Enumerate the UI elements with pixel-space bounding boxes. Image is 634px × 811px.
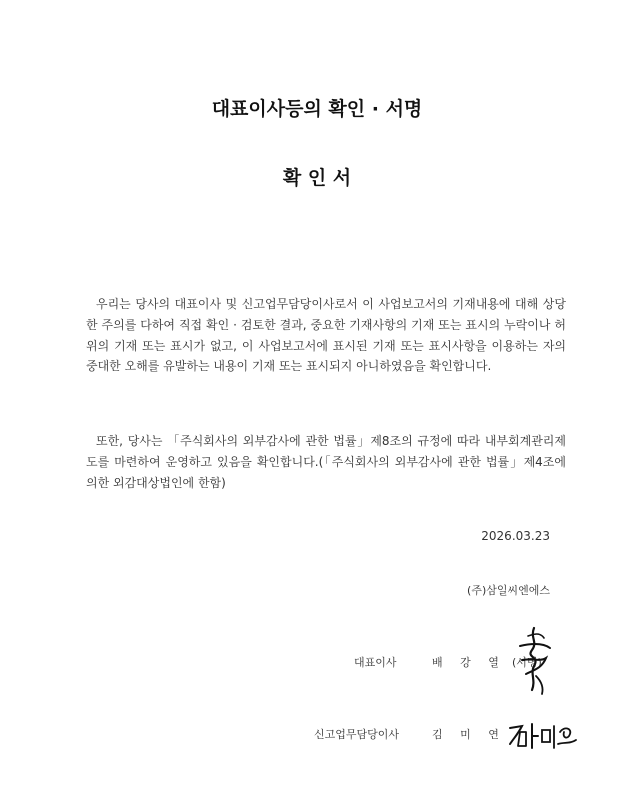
confirmation-paragraph: 우리는 당사의 대표이사 및 신고업무담당이사로서 이 사업보고서의 기재내용에 대해 상당한 주의를 다하여 직접 확인 · 검토한 결과, 중요한 기재사항의 기재 또는 표시의 누락이나 허위의 기재 또는 표시가 없고, 이 사업보고서에 표시된 기재 또는 표시사항을 이용하는 자의 중대한 오해를 유발하는 내용이 기재 또는 표시되지 아니하였음을 확인합니다. <box>86 297 566 374</box>
internal-control-paragraph: 또한, 당사는 「주식회사의 외부감사에 관한 법률」제8조의 규정에 따라 내부회계관리제도를 마련하여 운영하고 있음을 확인합니다.(「주식회사의 외부감사에 관한 법률」제4조에 의한 외감대상법인에 한함) <box>86 434 566 490</box>
ceo-role-label: 대표이사 <box>354 656 397 669</box>
ceo-signature-icon <box>512 624 556 696</box>
reporting-director-role-label: 신고업무담당이사 <box>314 728 400 741</box>
reporting-director-signature-icon <box>506 718 578 752</box>
document-date: 2026.03.23 <box>481 529 550 543</box>
document-title: 대표이사등의 확인 · 서명 <box>211 98 423 120</box>
reporting-director-name: 김 미 연 <box>432 728 506 741</box>
document-subtitle: 확 인 서 <box>282 167 352 189</box>
company-name: (주)삼일씨엔에스 <box>467 584 550 597</box>
ceo-name: 배 강 열 <box>432 656 506 669</box>
ceo-seal-label: (서명) <box>512 656 542 669</box>
